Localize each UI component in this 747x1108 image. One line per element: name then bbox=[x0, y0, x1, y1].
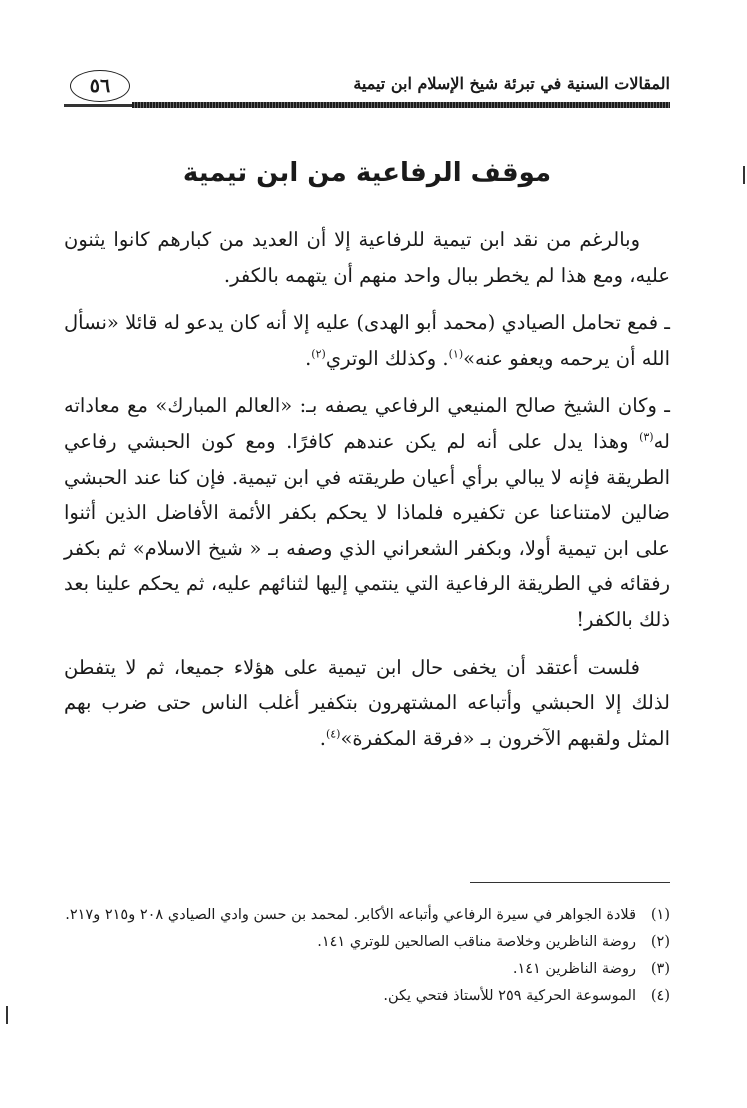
footnote-label: (٣) bbox=[650, 961, 670, 977]
footnote bbox=[64, 902, 670, 929]
footnote-ref: (٢) bbox=[311, 347, 326, 361]
footnote-ref: (٤) bbox=[325, 727, 341, 741]
paragraph bbox=[64, 305, 670, 376]
footnote-text: قلادة الجواهر في سيرة الرفاعي وأتباعه الأكابر. لمحمد بن حسن وادي الصيادي ٢٠٨ و٢١٥ و٢١٧. bbox=[65, 907, 636, 923]
paragraph-text: ـ فمع تحامل الصيادي (محمد أبو الهدى) عليه إلا أنه كان يدعو له قائلا «نسأل الله أن يرحمه ويعفو عنه» bbox=[64, 311, 670, 370]
right-edge-mark bbox=[743, 166, 745, 184]
footnote-ref: (١) bbox=[448, 347, 464, 361]
paragraph-text: . bbox=[319, 726, 326, 750]
running-title: المقالات السنية في تبرئة شيخ الإسلام ابن تيمية bbox=[353, 74, 670, 93]
running-header bbox=[64, 66, 670, 110]
footnote-ref: (٣) bbox=[639, 430, 654, 444]
paragraph-text: . bbox=[305, 346, 312, 370]
section-heading: موقف الرفاعية من ابن تيمية bbox=[182, 158, 552, 188]
page-number: ٥٦ bbox=[70, 70, 130, 102]
footnote-text: الموسوعة الحركية ٢٥٩ للأستاذ فتحي يكن. bbox=[383, 988, 636, 1004]
paragraph-text: فلست أعتقد أن يخفى حال ابن تيمية على هؤلاء جميعا، ثم لا يتفطن لذلك إلا الحبشي وأتباعه المشتهرون بتكفير أغلب الناس حتى ضرب بهم المثل ولقبهم الآخرون بـ «فرقة المكفرة» bbox=[64, 655, 670, 750]
paragraph bbox=[64, 650, 670, 757]
header-rule bbox=[132, 102, 670, 108]
header-rule-thin bbox=[64, 104, 132, 107]
body-text bbox=[64, 222, 670, 768]
footnote-text: روضة الناظرين ١٤١. bbox=[512, 961, 636, 977]
footnote-separator bbox=[470, 882, 670, 883]
paragraph-text: وبالرغم من نقد ابن تيمية للرفاعية إلا أن العديد من كبارهم كانوا يثنون عليه، ومع هذا لم يخطر ببال واحد منهم أن يتهمه بالكفر. bbox=[64, 228, 670, 287]
footnote-text: روضة الناظرين وخلاصة مناقب الصالحين للوتري ١٤١. bbox=[317, 934, 636, 950]
footnote-label: (٤) bbox=[650, 988, 670, 1004]
paragraph bbox=[64, 388, 670, 637]
footnotes bbox=[64, 902, 670, 1010]
footnote-label: (٢) bbox=[650, 934, 670, 950]
footnote bbox=[64, 956, 670, 983]
left-edge-mark bbox=[6, 1006, 8, 1024]
paragraph bbox=[64, 222, 670, 293]
footnote-label: (١) bbox=[650, 907, 670, 923]
footnote bbox=[64, 929, 670, 956]
paragraph-text: ـ وكان الشيخ صالح المنيعي الرفاعي يصفه بـ: «العالم المبارك» مع معاداته له bbox=[64, 394, 670, 453]
paragraph-text: . وكذلك الوتري bbox=[325, 346, 449, 370]
paragraph-text: وهذا يدل على أنه لم يكن عندهم كافرًا. ومع كون الحبشي رفاعي الطريقة فإنه لا يبالي برأي أعيان طريقته في ابن تيمية. فإن كنا عند الحبشي ضالين لامتناعنا عن تكفيره فلماذا لا يحكم بكفر الأئمة الأفاضل الذين أثنوا على ابن تيمية أولا، وبكفر الشعراني الذي وصفه بـ « شيخ الاسلام» ثم بكفر رفقائه في الطريقة الرفاعية التي ينتمي إليها لثنائهم عليه، ثم يحكم علينا بعد ذلك بالكفر! bbox=[64, 429, 670, 631]
footnote bbox=[64, 983, 670, 1010]
